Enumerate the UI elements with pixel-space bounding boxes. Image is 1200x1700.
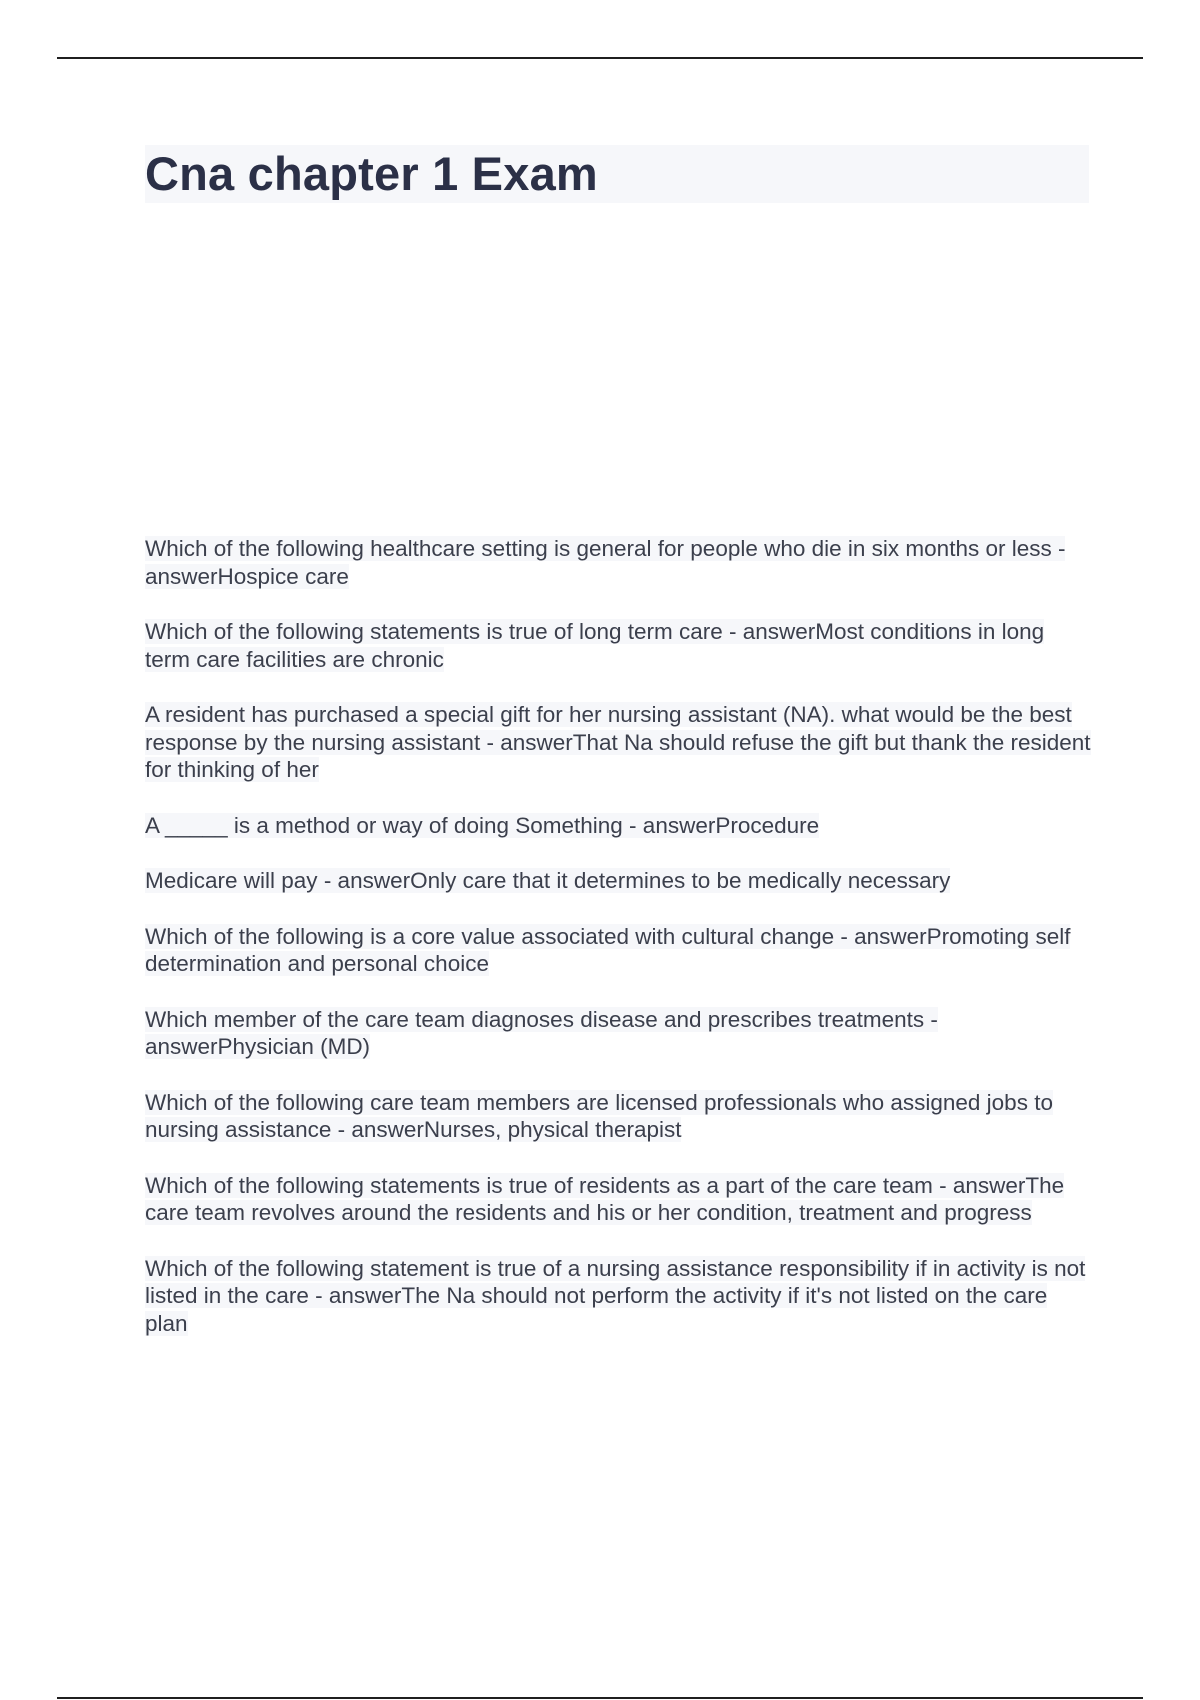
question-item (145, 812, 1095, 840)
question-text: Which member of the care team diagnoses disease and prescribes treatments - answerPhysician (MD) (145, 1006, 938, 1059)
question-text: A resident has purchased a special gift for her nursing assistant (NA). what would be the best response by the nursing assistant - answerThat Na should refuse the gift but thank the resident for thinking of her (145, 702, 1091, 782)
question-item (145, 867, 1095, 895)
question-item (145, 535, 1095, 590)
question-item (145, 1172, 1095, 1227)
bottom-divider (57, 1697, 1143, 1699)
question-text: Which of the following healthcare setting is general for people who die in six months or less - answerHospice care (145, 536, 1066, 589)
title-block (145, 145, 1089, 203)
question-item (145, 1255, 1095, 1338)
question-text: Which of the following is a core value associated with cultural change - answerPromoting self determination and personal choice (145, 923, 1071, 976)
document-title: Cna chapter 1 Exam (145, 147, 598, 200)
question-item (145, 618, 1095, 673)
question-text: Medicare will pay - answerOnly care that it determines to be medically necessary (145, 868, 951, 893)
question-item (145, 923, 1095, 978)
question-item (145, 1006, 1095, 1061)
question-text: Which of the following care team members are licensed professionals who assigned jobs to nursing assistance - answerNurses, physical therapist (145, 1089, 1053, 1142)
question-text: Which of the following statement is true of a nursing assistance responsibility if in activity is not listed in the care - answerThe Na should not perform the activity if it's not listed on the care plan (145, 1255, 1086, 1336)
question-item (145, 1089, 1095, 1144)
question-list (145, 535, 1095, 1365)
question-text: A _____ is a method or way of doing Something - answerProcedure (145, 812, 820, 838)
question-text: Which of the following statements is true of residents as a part of the care team - answerThe care team revolves around the residents and his or her condition, treatment and progress (145, 1172, 1065, 1225)
question-text: Which of the following statements is true of long term care - answerMost conditions in long term care facilities are chronic (145, 619, 1045, 672)
question-item (145, 701, 1095, 784)
top-divider (57, 57, 1143, 59)
